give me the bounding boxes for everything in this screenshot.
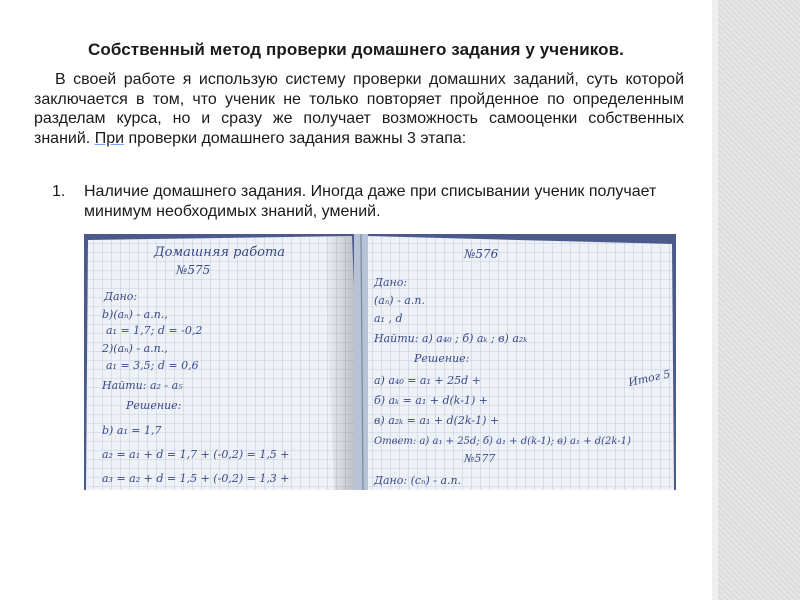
margin-note: Итог 5	[627, 367, 672, 390]
right-line: №577	[464, 452, 496, 465]
right-line: в) a₂ₖ = a₁ + d(2k-1) +	[374, 414, 500, 427]
left-line: Дано:	[104, 290, 138, 303]
list-item-number: 1.	[52, 183, 66, 200]
left-line: b) a₁ = 1,7	[102, 424, 162, 437]
left-line: b)(aₙ) - a.n.,	[102, 308, 168, 321]
right-line: Дано:	[374, 276, 408, 289]
left-line: Решение:	[126, 399, 182, 412]
decorative-side-stripe	[712, 0, 800, 600]
left-heading: Домашняя работа	[154, 245, 286, 260]
notebook-photo	[84, 234, 676, 490]
left-line: Найти: a₂ - a₅	[102, 379, 183, 392]
left-line: a₃ = a₂ + d = 1,5 + (-0,2) = 1,3 +	[102, 472, 290, 485]
left-line: a₂ = a₁ + d = 1,7 + (-0,2) = 1,5 +	[102, 448, 290, 461]
intro-paragraph-highlight: При	[94, 129, 125, 147]
left-line: a₁ = 3,5; d = 0,6	[106, 359, 199, 372]
intro-paragraph-tail: проверки домашнего задания важны 3 этапа:	[128, 129, 467, 147]
list-item-text: Наличие домашнего задания. Иногда даже при списывании ученик получает минимум необходимых знаний, умений.	[84, 183, 657, 220]
right-task-number: №576	[464, 247, 499, 261]
right-line: a₁ , d	[374, 312, 403, 325]
notebook-illustration	[84, 234, 676, 490]
slide-title: Собственный метод проверки домашнего задания у учеников.	[87, 40, 624, 59]
right-line: а) a₄₀ = a₁ + 25d +	[374, 374, 481, 387]
right-line: (aₙ) - a.n.	[374, 294, 425, 307]
right-line: Ответ: а) a₁ + 25d; б) a₁ + d(k-1); в) a₁ + d(2k-1)	[374, 436, 631, 447]
right-line: Найти: а) a₄₀ ; б) aₖ ; в) a₂ₖ	[374, 332, 528, 345]
left-line: 2)(aₙ) - a.n.,	[102, 342, 168, 355]
left-line: a₁ = 1,7; d = -0,2	[106, 324, 203, 337]
right-line: б) aₖ = a₁ + d(k-1) +	[374, 394, 488, 407]
intro-paragraph-main: В своей работе я использую систему проверки домашних заданий, суть которой заключается в том, что ученик не только повторяет пройденное по определенным разделам курса, но и сразу же получает возможность самооценки собственных знаний.	[34, 71, 684, 147]
intro-paragraph	[34, 70, 684, 148]
right-line: Решение:	[414, 352, 470, 365]
list-item	[52, 182, 684, 221]
left-task-number: №575	[176, 263, 211, 277]
right-line: Дано: (cₙ) - a.n.	[374, 474, 462, 487]
